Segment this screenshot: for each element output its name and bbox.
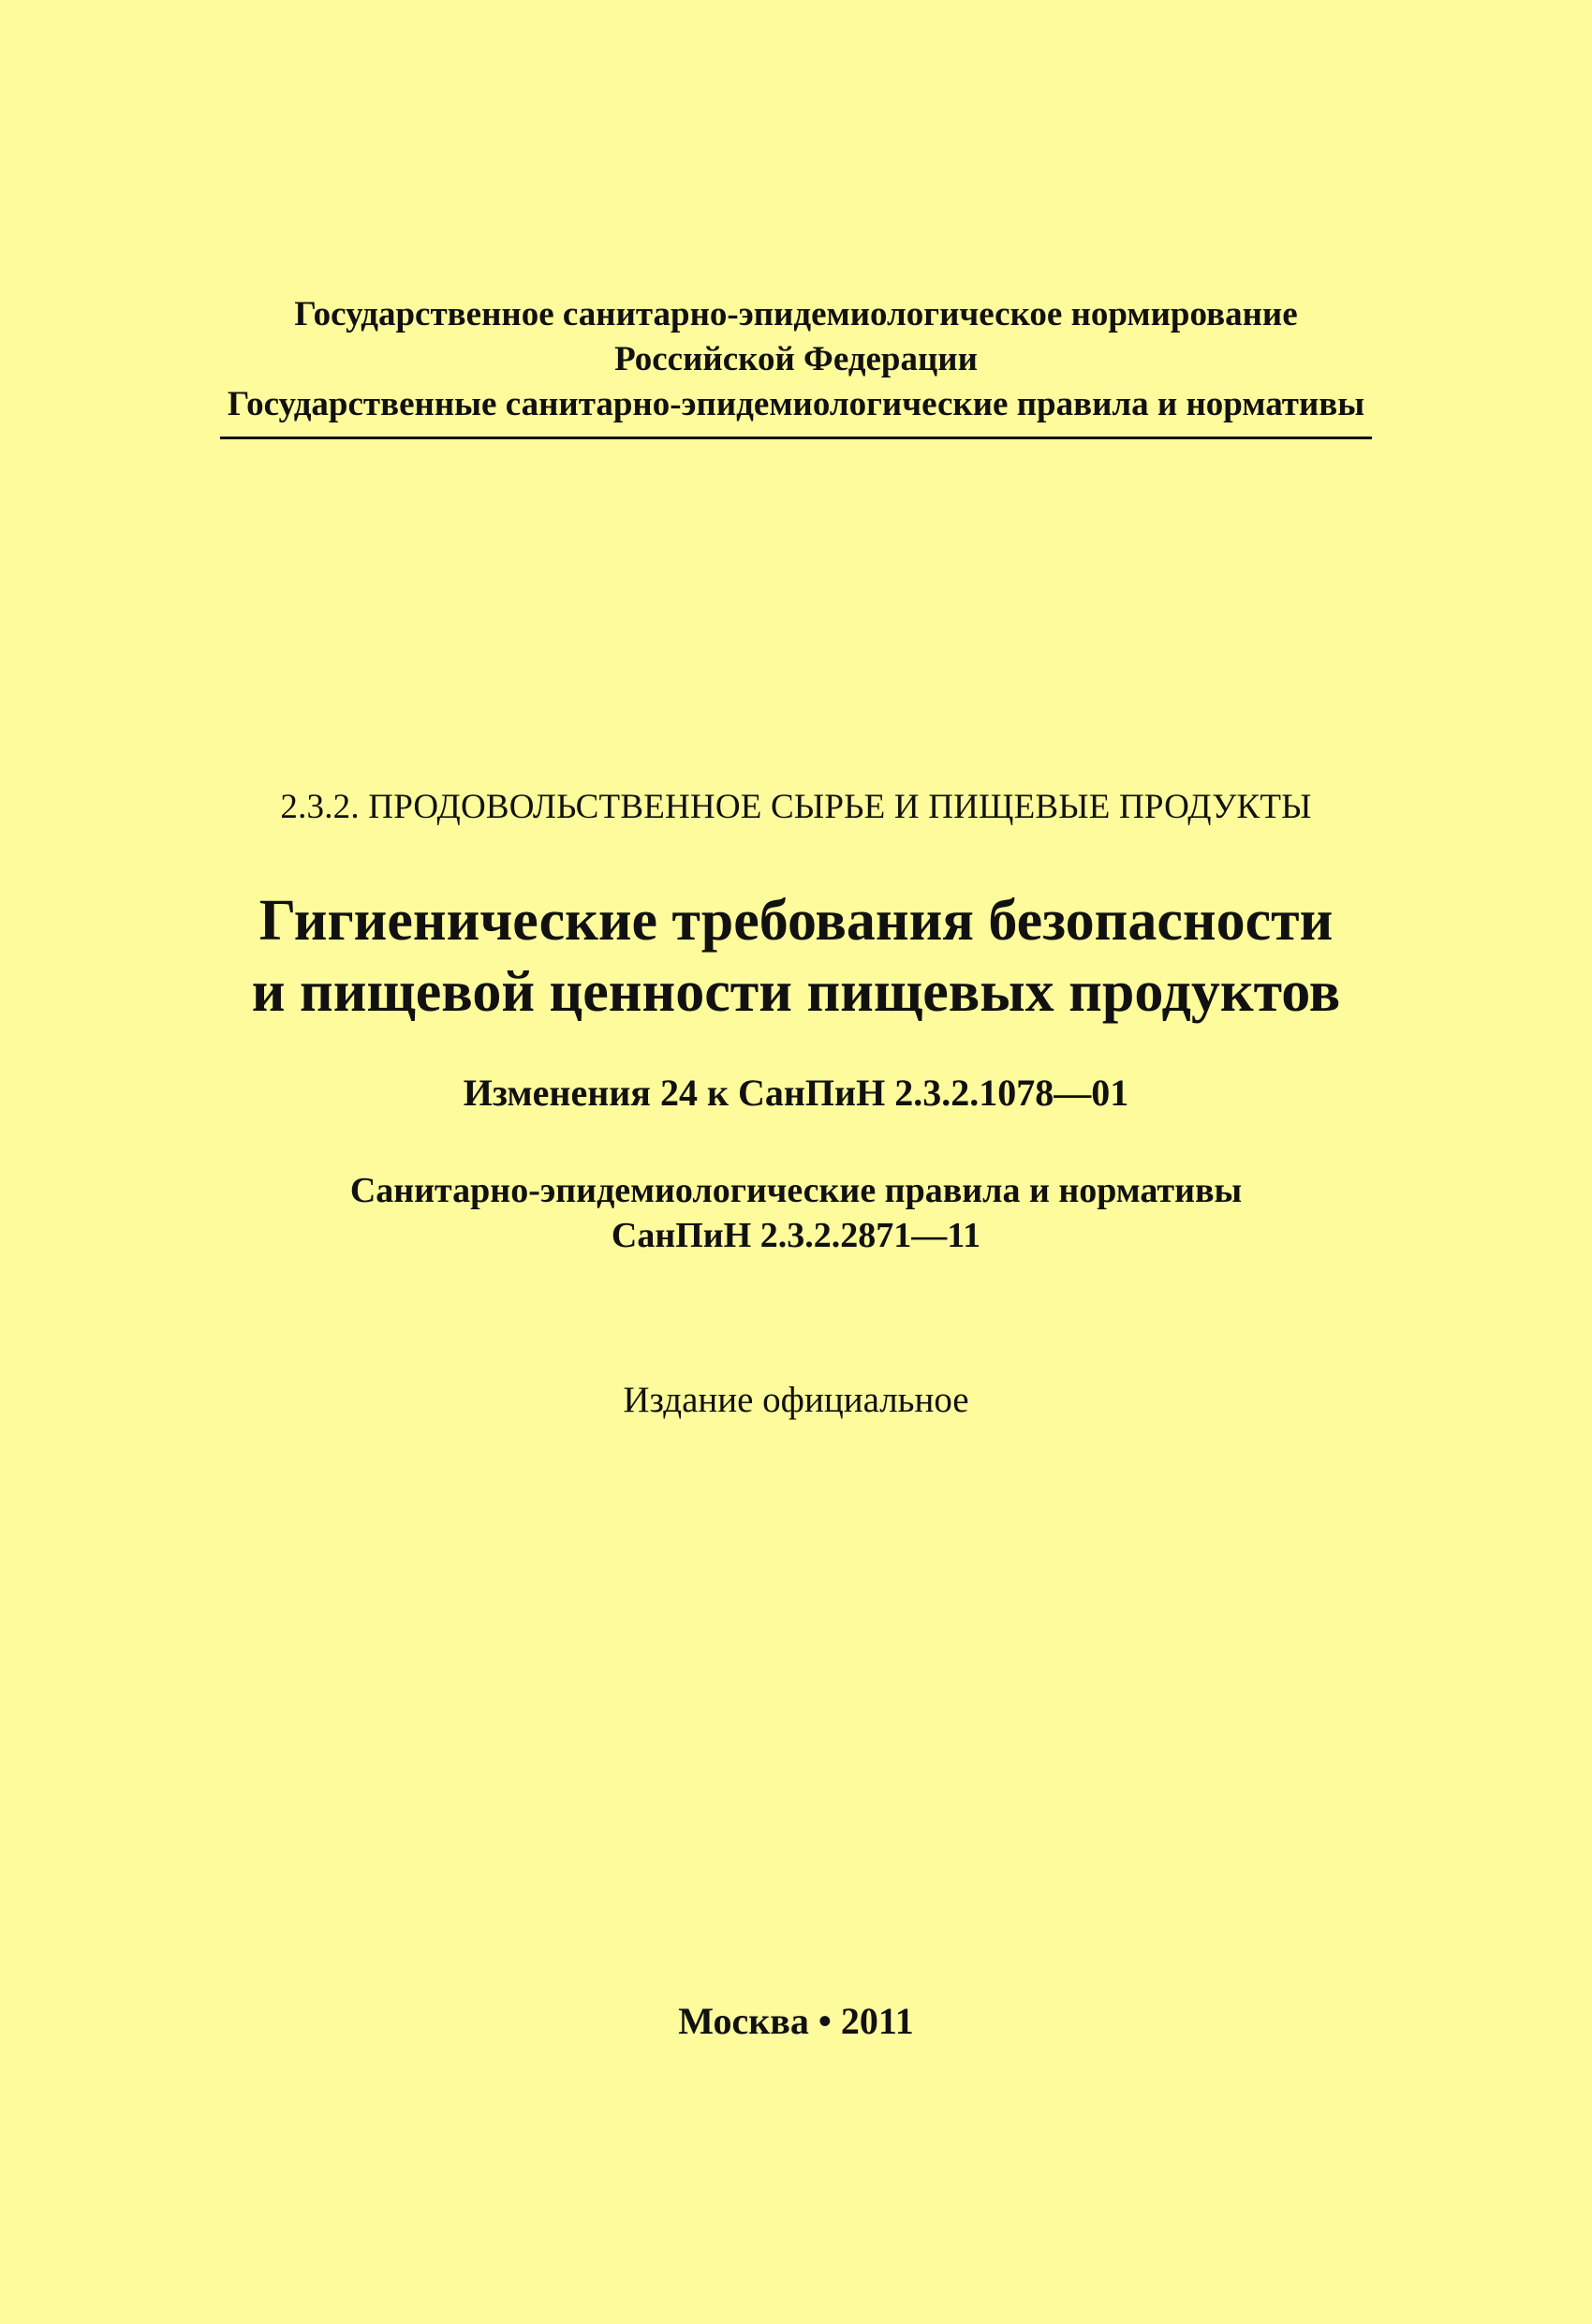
header-line-1: Государственное санитарно-эпидемиологическое нормирование: [294, 295, 1298, 333]
amendment-label: Изменения 24 к СанПиН 2.3.2.1078—01: [463, 1072, 1129, 1114]
header-block: [0, 292, 1592, 439]
rules-block: [0, 1168, 1592, 1258]
header-line-2: Российской Федерации: [614, 340, 978, 378]
footer-imprint: Москва • 2011: [678, 2000, 914, 2042]
rules-line-1: Санитарно-эпидемиологические правила и нормативы: [349, 1171, 1243, 1210]
document-title: [0, 885, 1592, 1028]
header-line-3: Государственные санитарно-эпидемиологические правила и нормативы: [220, 382, 1372, 439]
rules-line-2: СанПиН 2.3.2.2871—11: [611, 1216, 981, 1255]
title-line-1: Гигиенические требования безопасности: [258, 889, 1334, 953]
section-heading: 2.3.2. ПРОДОВОЛЬСТВЕННОЕ СЫРЬЕ И ПИЩЕВЫЕ ПРОДУКТЫ: [280, 788, 1312, 826]
title-line-2: и пищевой ценности пищевых продуктов: [251, 960, 1341, 1024]
edition-label: Издание официальное: [623, 1380, 969, 1420]
